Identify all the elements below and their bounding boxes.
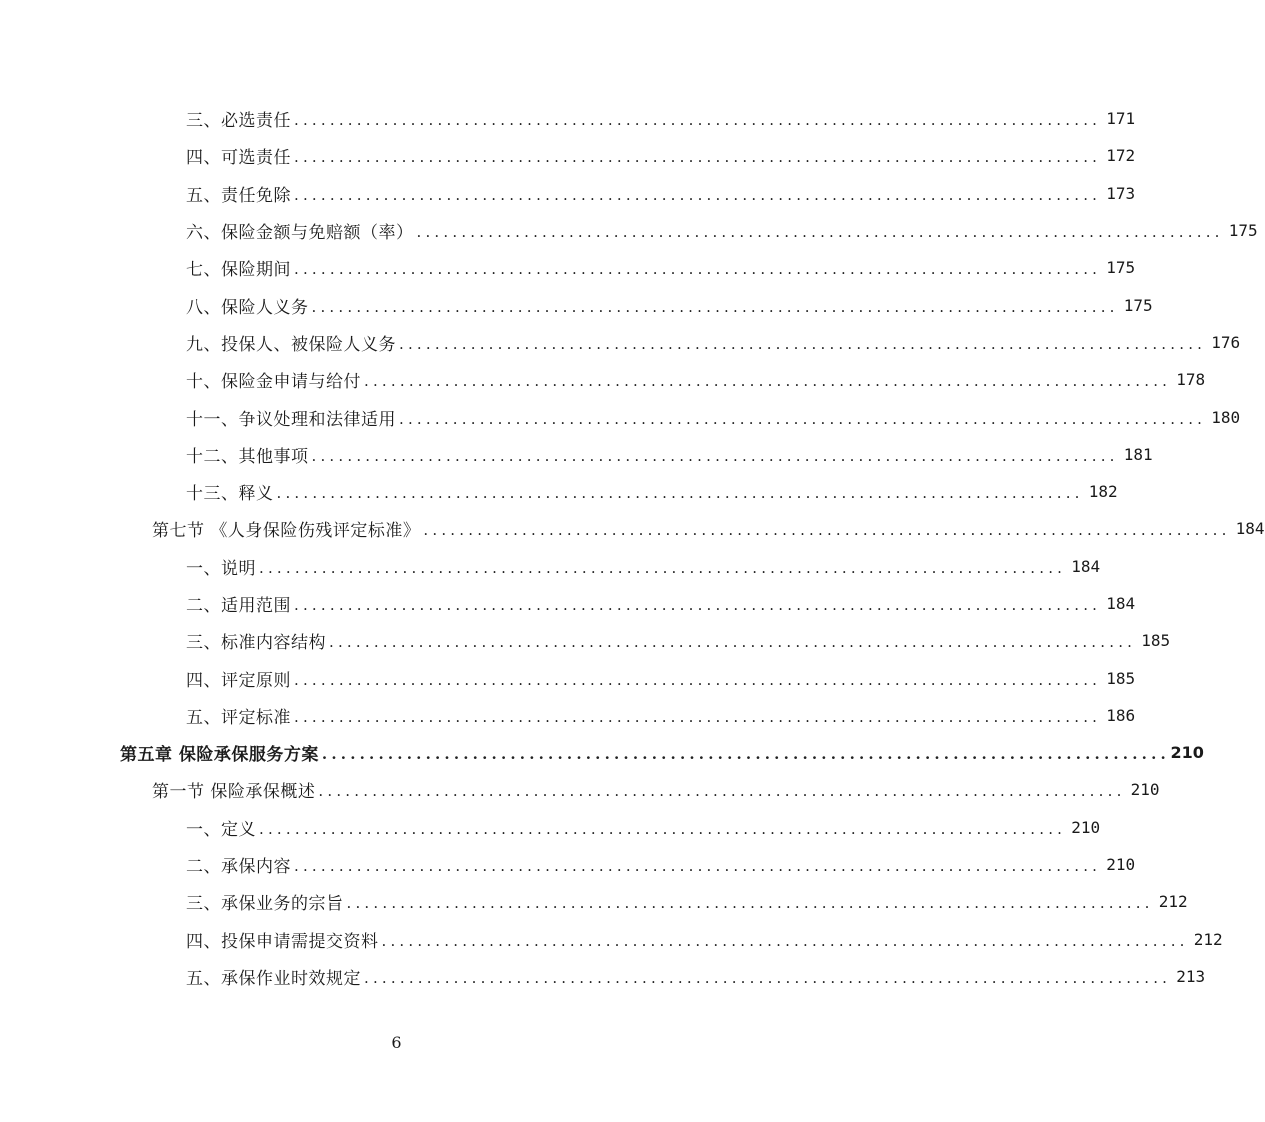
toc-entry-title: 五、评定标准 xyxy=(186,707,291,728)
toc-dot-leader: .......................................................................................... xyxy=(294,707,1102,726)
toc-dot-leader: .......................................................................................... xyxy=(364,968,1172,987)
toc-dot-leader: .......................................................................................... xyxy=(416,223,1224,242)
toc-entry-title: 四、投保申请需提交资料 xyxy=(186,931,379,952)
toc-entry-title: 四、可选责任 xyxy=(186,148,291,169)
table-of-contents xyxy=(0,100,1265,995)
toc-entry-page: 181 xyxy=(1123,444,1153,464)
toc-entry-page: 184 xyxy=(1106,594,1136,613)
toc-entry-page: 212 xyxy=(1193,929,1223,949)
toc-dot-leader: .......................................................................................... xyxy=(311,446,1119,465)
toc-entry-page: 171 xyxy=(1106,109,1136,129)
toc-entry-title: 七、保险期间 xyxy=(186,260,291,281)
toc-entry-page: 185 xyxy=(1141,631,1171,651)
toc-entry-item[interactable] xyxy=(0,883,1188,920)
toc-entry-page: 210 xyxy=(1170,743,1204,763)
toc-entry-title: 十三、释义 xyxy=(186,484,274,505)
toc-entry-page: 180 xyxy=(1211,407,1241,427)
toc-entry-page: 182 xyxy=(1088,482,1118,502)
toc-dot-leader: .......................................................................................... xyxy=(294,596,1102,614)
toc-entry-item[interactable] xyxy=(0,622,1171,659)
toc-entry-item[interactable] xyxy=(0,361,1206,398)
toc-entry-page: 210 xyxy=(1130,780,1160,800)
toc-entry-item[interactable] xyxy=(0,921,1223,958)
toc-entry-section[interactable] xyxy=(0,510,1265,547)
toc-entry-page: 178 xyxy=(1176,370,1206,390)
toc-entry-page: 175 xyxy=(1106,258,1136,278)
toc-dot-leader: .......................................................................................... xyxy=(329,633,1137,652)
toc-dot-leader: .......................................................................................... xyxy=(399,409,1207,428)
toc-entry-page: 173 xyxy=(1106,183,1136,203)
toc-entry-item[interactable] xyxy=(0,809,1101,846)
toc-entry-item[interactable] xyxy=(0,473,1118,510)
toc-entry-title: 五、责任免除 xyxy=(186,185,291,206)
toc-entry-item[interactable] xyxy=(0,249,1136,286)
toc-entry-item[interactable] xyxy=(0,436,1153,473)
toc-entry-title: 一、说明 xyxy=(186,558,256,579)
toc-entry-title: 五、承保作业时效规定 xyxy=(186,968,361,989)
toc-entry-item[interactable] xyxy=(0,100,1136,137)
toc-entry-item[interactable] xyxy=(0,697,1136,734)
toc-entry-page: 172 xyxy=(1106,146,1136,166)
toc-entry-item[interactable] xyxy=(0,846,1136,883)
toc-entry-page: 185 xyxy=(1106,668,1136,688)
toc-entry-page: 210 xyxy=(1106,855,1136,875)
toc-entry-title: 第五章 保险承保服务方案 xyxy=(120,745,319,766)
toc-entry-item[interactable] xyxy=(0,137,1136,174)
toc-entry-title: 八、保险人义务 xyxy=(186,297,309,318)
toc-entry-title: 九、投保人、被保险人义务 xyxy=(186,334,396,355)
toc-dot-leader: .......................................................................................... xyxy=(294,670,1102,689)
toc-dot-leader: .......................................................................................... xyxy=(259,819,1067,838)
toc-dot-leader: .......................................................................................... xyxy=(346,894,1154,913)
toc-dot-leader: .......................................................................................... xyxy=(276,484,1084,503)
toc-entry-title: 一、定义 xyxy=(186,819,256,840)
toc-entry-item[interactable] xyxy=(0,659,1136,696)
toc-dot-leader: .......................................................................................... xyxy=(399,334,1207,353)
toc-entry-item[interactable] xyxy=(0,324,1241,361)
toc-dot-leader: .......................................................................................... xyxy=(259,558,1067,577)
toc-entry-page: 184 xyxy=(1071,556,1101,576)
toc-entry-title: 十、保险金申请与给付 xyxy=(186,372,361,393)
toc-entry-title: 三、标准内容结构 xyxy=(186,633,326,654)
toc-entry-title: 三、承保业务的宗旨 xyxy=(186,894,344,915)
toc-entry-item[interactable] xyxy=(0,398,1241,435)
toc-entry-section[interactable] xyxy=(0,771,1160,808)
toc-entry-item[interactable] xyxy=(0,175,1136,212)
toc-entry-item[interactable] xyxy=(0,585,1136,622)
toc-entry-page: 184 xyxy=(1235,519,1265,539)
toc-dot-leader: .......................................................................................... xyxy=(311,297,1119,316)
toc-entry-item[interactable] xyxy=(0,958,1206,995)
toc-entry-item[interactable] xyxy=(0,548,1101,585)
toc-entry-chapter[interactable] xyxy=(0,734,1204,771)
toc-dot-leader: .......................................................................................... xyxy=(294,148,1102,167)
toc-entry-title: 十一、争议处理和法律适用 xyxy=(186,409,396,430)
toc-entry-title: 四、评定原则 xyxy=(186,670,291,691)
toc-dot-leader: .......................................................................................... xyxy=(321,745,1170,764)
toc-entry-title: 第一节 保险承保概述 xyxy=(152,782,316,803)
toc-entry-title: 二、承保内容 xyxy=(186,857,291,878)
toc-entry-page: 186 xyxy=(1106,705,1136,725)
page-number: 6 xyxy=(391,1033,402,1052)
toc-entry-page: 175 xyxy=(1228,221,1258,241)
toc-entry-title: 六、保险金额与免赔额（率） xyxy=(186,223,414,244)
toc-entry-page: 212 xyxy=(1158,892,1188,912)
toc-dot-leader: .......................................................................................... xyxy=(423,521,1231,540)
toc-dot-leader: .......................................................................................... xyxy=(364,372,1172,391)
toc-entry-title: 十二、其他事项 xyxy=(186,446,309,467)
toc-entry-item[interactable] xyxy=(0,212,1258,249)
toc-dot-leader: .......................................................................................... xyxy=(294,185,1102,204)
toc-dot-leader: .......................................................................................... xyxy=(294,111,1102,130)
toc-entry-page: 213 xyxy=(1176,966,1206,986)
toc-entry-page: 175 xyxy=(1123,295,1153,315)
toc-dot-leader: .......................................................................................... xyxy=(318,782,1126,801)
toc-entry-page: 176 xyxy=(1211,332,1241,352)
toc-dot-leader: .......................................................................................... xyxy=(294,857,1102,876)
toc-dot-leader: .......................................................................................... xyxy=(381,931,1189,950)
toc-dot-leader: .......................................................................................... xyxy=(294,260,1102,279)
toc-entry-page: 210 xyxy=(1071,817,1101,837)
toc-entry-title: 第七节 《人身保险伤残评定标准》 xyxy=(152,521,421,542)
toc-entry-item[interactable] xyxy=(0,286,1153,323)
toc-entry-title: 二、适用范围 xyxy=(186,596,291,616)
toc-entry-title: 三、必选责任 xyxy=(186,111,291,132)
